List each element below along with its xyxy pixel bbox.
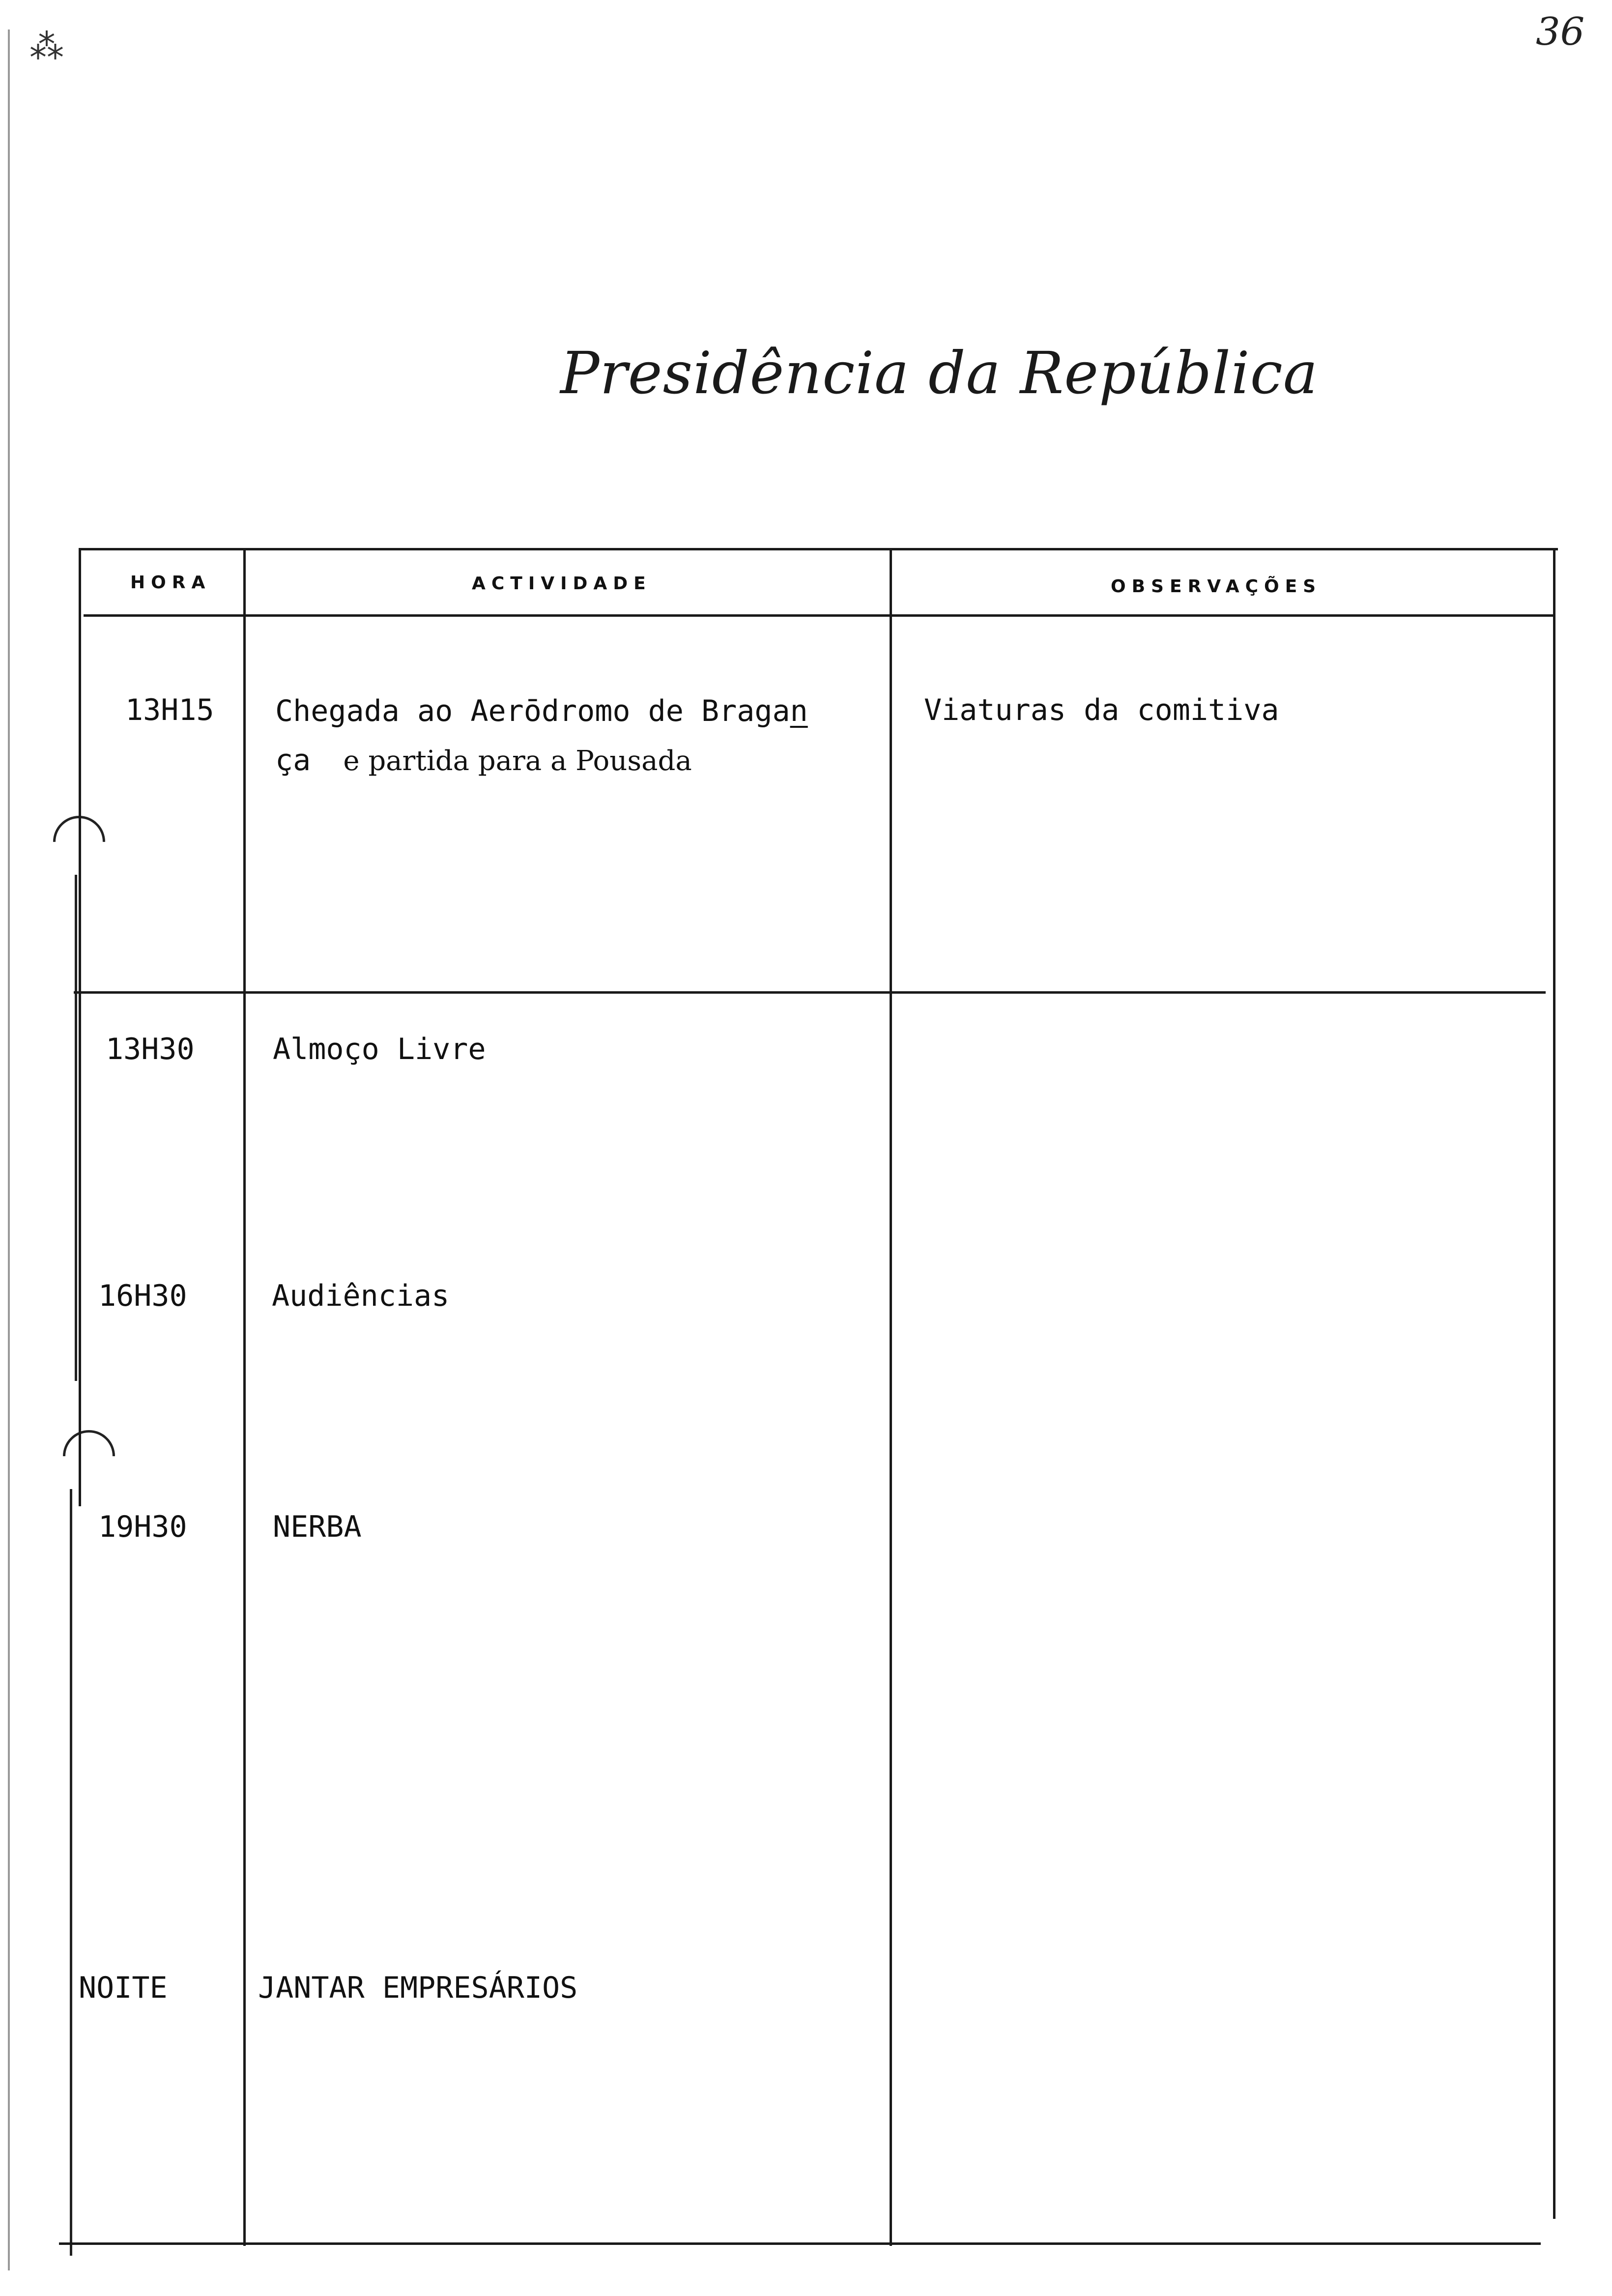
row1-actividade-line2-rest: e partida para a Pousada (343, 745, 692, 777)
header-actividade: ACTIVIDADE (472, 574, 652, 594)
row3-hora: 16H30 (98, 1279, 187, 1313)
row1-actividade-underlined-letter: n (790, 694, 808, 728)
row4-actividade: NERBA (273, 1510, 362, 1544)
column-divider-hora (243, 548, 246, 2246)
binding-edge-line (8, 29, 10, 2270)
page-number: 36 (1536, 10, 1585, 54)
row3-actividade: Audiências (272, 1279, 450, 1313)
header-observacoes: OBSERVAÇÕES (1111, 576, 1322, 597)
header-hora: HORA (130, 573, 211, 593)
corner-annotation-mark: ⁂ (29, 27, 64, 67)
row1-actividade-line1 (275, 687, 808, 736)
row5-actividade: JANTAR EMPRESÁRIOS (258, 1971, 578, 2005)
column-divider-actividade (890, 548, 892, 2246)
row2-hora: 13H30 (106, 1032, 195, 1066)
schedule-table (74, 548, 1558, 2246)
punch-hole-lower-stem (70, 1489, 72, 2256)
row1-actividade-line1-text: Chegada ao Aerōdromo de Braga (275, 694, 790, 728)
row1-hora: 13H15 (125, 693, 214, 727)
row1-observacoes: Viaturas da comitiva (924, 693, 1279, 727)
table-top-border (79, 548, 1558, 550)
letterhead-title: Presidência da República (560, 339, 1319, 407)
row1-actividade-line2-prefix: ça (275, 743, 311, 777)
row5-hora: NOITE (79, 1971, 168, 2005)
table-right-border (1553, 548, 1555, 2219)
row4-hora: 19H30 (98, 1510, 187, 1544)
header-bottom-border (84, 614, 1553, 617)
row2-actividade: Almoço Livre (273, 1032, 486, 1066)
row-divider-1 (74, 991, 1546, 994)
row1-actividade-line2 (275, 736, 692, 786)
table-bottom-border (59, 2242, 1541, 2245)
table-left-border (79, 548, 81, 1506)
